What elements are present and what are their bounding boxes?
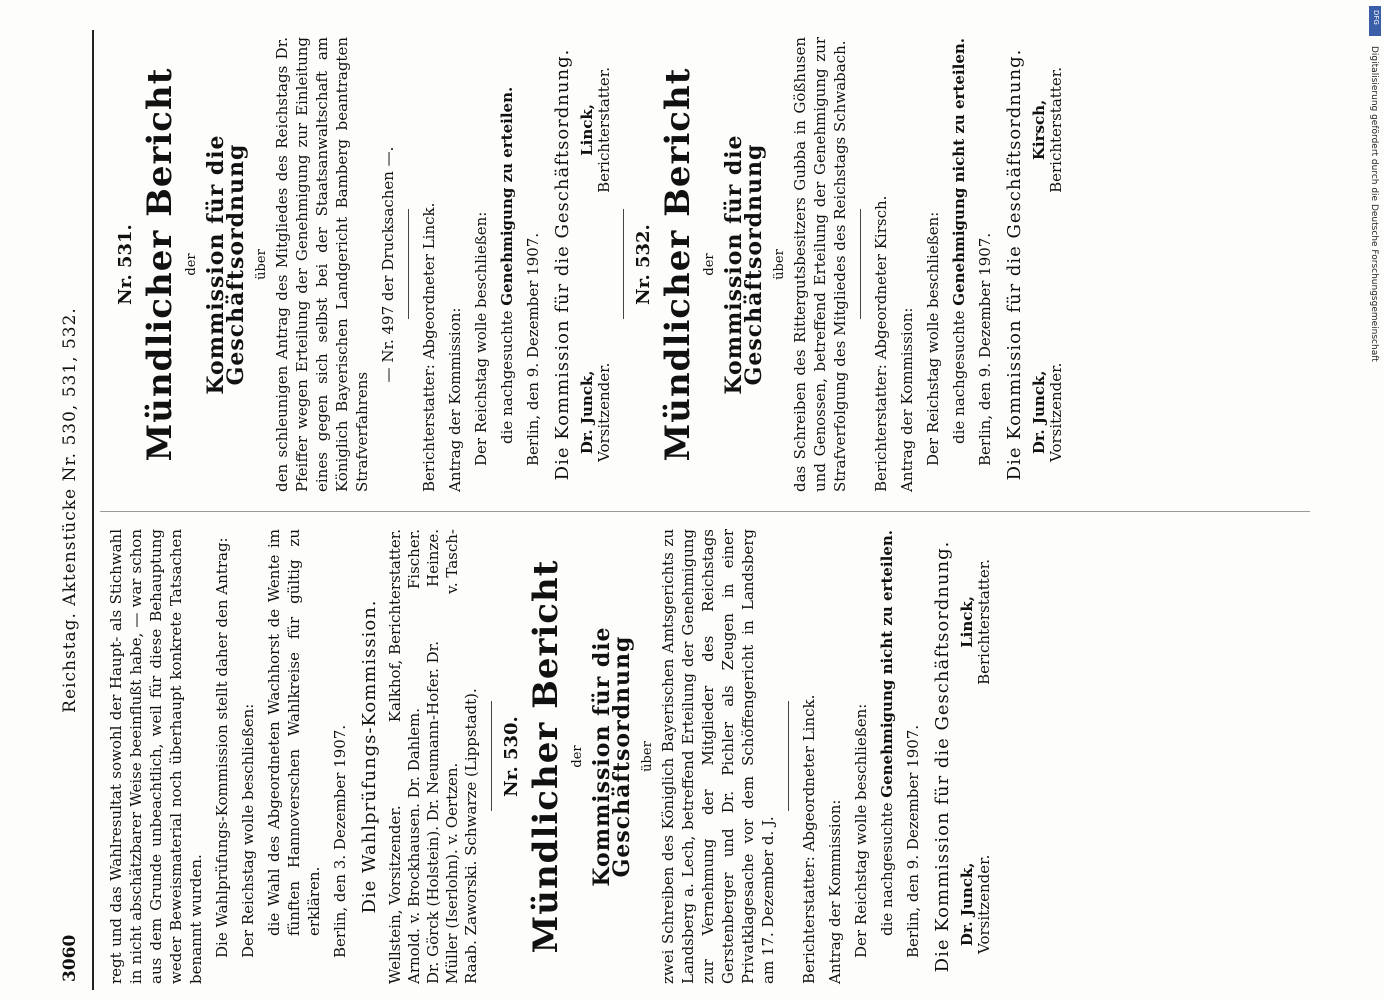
berichterstatter-line: Berichterstatter: Abgeordneter Linck. <box>800 694 818 984</box>
member-list <box>386 529 481 984</box>
beschliessen-line: Der Reichstag wolle beschließen: <box>239 703 257 958</box>
report-body: zwei Schreiben des Königlich Bayerischen Amtsgerichts zu Landsberg a. Lech, betreffend Erteilung der Genehmigung zur Vernehmung der Mitglieder des Reichstags Gerstenberger und Dr. Pichler als Zeugen in einer Privatklagesache vor dem Schöffengericht in Landsberg am 17. Dezember d. J. <box>659 529 777 984</box>
beschliessen-line: Der Reichstag wolle beschließen: <box>852 703 870 958</box>
running-head <box>60 30 88 990</box>
commission-heading: Kommission für die Geschäftsordnung <box>589 626 635 887</box>
report-title: Mündlicher Bericht <box>658 67 698 462</box>
intro-paragraph: regt und das Wahlresultat sowohl der Haupt- als Stichwahl in nicht abschätzbarer Weise beeinflußt habe, — war schon aus dem Grunde unbeachtlich, weil für diese Behauptung weder Beweismaterial noch überhaupt konkrete Tatsachen benannt wurden. <box>107 529 205 984</box>
der-label: der <box>570 745 585 768</box>
section-divider <box>860 210 861 320</box>
ueber-label: über <box>640 741 655 772</box>
right-column <box>106 37 1067 492</box>
report-531 <box>116 37 613 492</box>
signature-commission: Die Kommission für die Geschäftsordnung. <box>1004 48 1025 481</box>
signature-reporter: Linck, Berichterstatter. <box>958 559 993 685</box>
signatures <box>579 67 613 462</box>
signature-chair: Dr. Junck, Vorsitzender. <box>958 854 993 954</box>
report-title: Mündlicher Bericht <box>526 559 566 954</box>
berichterstatter-line: Berichterstatter: Abgeordneter Kirsch. <box>872 195 890 492</box>
antrag-label: Antrag der Kommission: <box>898 307 916 492</box>
report-532 <box>634 37 1065 492</box>
beschliessen-line: Der Reichstag wolle beschließen: <box>924 211 942 466</box>
page-number: 3060 <box>60 934 80 982</box>
antrag-label: Antrag der Kommission: <box>826 799 844 984</box>
left-column <box>106 529 995 984</box>
commission-heading: Kommission für die Geschäftsordnung <box>721 134 767 395</box>
der-label: der <box>702 253 717 276</box>
section-divider <box>788 702 789 812</box>
report-body: den schleunigen Antrag des Mitgliedes des Reichstags Dr. Pfeiffer wegen Erteilung der Genehmigung zur Einleitung eines gegen sich selbst bei der Staatsanwaltschaft am Königlich Bayerischen Landgericht Bamberg beantragten Strafverfahrens <box>273 37 371 492</box>
digitization-credit <box>1369 6 1383 996</box>
dfg-logo: DFG <box>1369 6 1381 36</box>
section-divider <box>408 210 409 320</box>
report-title: Mündlicher Bericht <box>140 67 180 462</box>
drucksache-line: — Nr. 497 der Drucksachen —. <box>379 146 397 383</box>
date-line: Berlin, den 3. Dezember 1907. <box>331 724 349 958</box>
antrag-intro: Die Wahlprüfungs-Kommission stellt daher den Antrag: <box>213 537 231 958</box>
header-rule <box>92 30 94 990</box>
credit-text: Digitalisierung gefördert durch die Deutsche Forschungsgemeinschaft <box>1369 46 1379 362</box>
ueber-label: über <box>772 249 787 280</box>
running-head-title: Reichstag. Aktenstücke Nr. 530, 531, 532. <box>60 307 80 713</box>
der-label: der <box>184 253 199 276</box>
member-line: Dr. Görck (Holstein). Dr. Neumann-Hofer. Dr. Heinze. <box>424 529 442 984</box>
report-530 <box>502 529 993 984</box>
member-line: Müller (Iserlohn). v. Oertzen. v. Tasch- <box>443 529 461 984</box>
decision-line: die nachgesuchte Genehmigung zu erteilen. <box>498 86 516 444</box>
date-line: Berlin, den 9. Dezember 1907. <box>976 232 994 466</box>
decision-line: die nachgesuchte Genehmigung nicht zu erteilen. <box>878 530 896 936</box>
member-line: Arnold. v. Brockhausen. Dr. Dahlem. Fischer. <box>405 529 423 984</box>
antrag-text: die Wahl des Abgeordneten Wachhorst de Wente im fünften Hannoverschen Wahlkreise für gültig zu erklären. <box>265 529 323 936</box>
section-divider <box>491 702 492 812</box>
signature-commission: Die Kommission für die Geschäftsordnung. <box>932 540 953 973</box>
signature-chair: Dr. Junck, Vorsitzender. <box>578 362 613 462</box>
commission-heading: Kommission für die Geschäftsordnung <box>203 134 249 395</box>
date-line: Berlin, den 9. Dezember 1907. <box>904 724 922 958</box>
section-divider <box>623 210 624 320</box>
signatures <box>1031 67 1065 462</box>
report-body: das Schreiben des Rittergutsbesitzers Gubba in Gößhusen und Genossen, betreffend Erteilung der Genehmigung zur Strafverfolgung des Mitgliedes des Reichstags Schwabach. <box>791 37 849 492</box>
member-line: Raab. Zaworski. Schwarze (Lippstadt). <box>462 688 480 984</box>
signature-chair: Dr. Junck, Vorsitzender. <box>1030 362 1065 462</box>
berichterstatter-line: Berichterstatter: Abgeordneter Linck. <box>420 202 438 492</box>
report-number: Nr. 530. <box>501 716 522 797</box>
antrag-label: Antrag der Kommission: <box>446 307 464 492</box>
signature-commission: Die Kommission für die Geschäftsordnung. <box>552 48 573 481</box>
report-number: Nr. 532. <box>633 224 654 305</box>
member-line: Wellstein, Vorsitzender. Kalkhof, Berichterstatter. <box>386 529 404 984</box>
signatures <box>959 559 993 954</box>
beschliessen-line: Der Reichstag wolle beschließen: <box>472 211 490 466</box>
decision-line: die nachgesuchte Genehmigung nicht zu erteilen. <box>950 38 968 444</box>
signature-reporter: Kirsch, Berichterstatter. <box>1030 67 1065 193</box>
date-line: Berlin, den 9. Dezember 1907. <box>524 232 542 466</box>
rotated-document-sheet <box>40 30 1340 990</box>
signature-reporter: Linck, Berichterstatter. <box>578 67 613 193</box>
column-divider <box>100 511 1310 512</box>
report-number: Nr. 531. <box>115 224 136 305</box>
commission-name: Die Wahlprüfungs-Kommission. <box>359 599 380 914</box>
ueber-label: über <box>254 249 269 280</box>
